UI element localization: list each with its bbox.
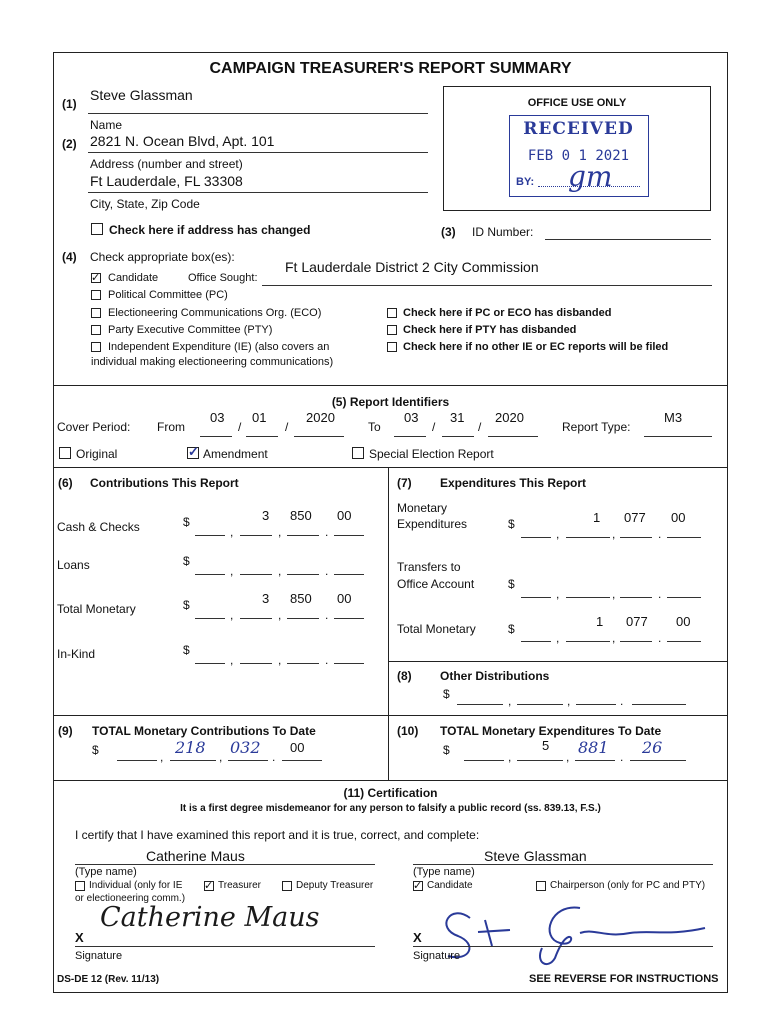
city-label: City, State, Zip Code	[90, 197, 200, 211]
monetary-exp-dot: .	[658, 527, 662, 541]
divider-vertical-67	[388, 467, 389, 715]
ie-label: Independent Expenditure (IE) (also covers an	[108, 341, 330, 353]
total-contrib-dollar: $	[183, 598, 190, 612]
report-type-label: Report Type:	[562, 420, 631, 434]
inkind-dollar: $	[183, 643, 190, 657]
chairperson-checkbox[interactable]	[536, 881, 546, 891]
transfers-dollar: $	[508, 577, 515, 591]
item4-label: Check appropriate box(es):	[90, 250, 235, 264]
other-dist-line-4	[632, 704, 686, 705]
item7-title: Expenditures This Report	[440, 476, 587, 490]
contrib-to-date-thousands: 218	[175, 738, 206, 757]
divider-vertical-910	[388, 715, 389, 780]
address-value: 2821 N. Ocean Blvd, Apt. 101	[90, 133, 275, 149]
to-year: 2020	[495, 410, 524, 425]
exp-to-date-line-1	[464, 760, 504, 761]
address-line	[88, 152, 428, 153]
total-exp-dot: .	[658, 631, 662, 645]
treasurer-label: Treasurer	[218, 880, 261, 891]
cash-checks-label: Cash & Checks	[57, 520, 140, 534]
inkind-label: In-Kind	[57, 647, 96, 661]
candidate-signature-scribble	[430, 898, 720, 970]
cash-comma-2: ,	[278, 525, 282, 539]
other-dist-line-1	[457, 704, 503, 705]
disband-pc-label: Check here if PC or ECO has disbanded	[403, 307, 612, 319]
address-changed-checkbox[interactable]	[91, 223, 103, 235]
contrib-to-date-comma-2: ,	[219, 750, 223, 764]
monetary-exp-thousands: 1	[593, 510, 601, 525]
cash-dot: .	[325, 525, 329, 539]
id-number-label: ID Number:	[472, 225, 534, 239]
exp-to-date-dollar: $	[443, 743, 450, 757]
loans-label: Loans	[57, 558, 90, 572]
total-contrib-thousands: 3	[262, 591, 270, 606]
from-slash-2: /	[285, 420, 289, 434]
to-label: To	[368, 420, 381, 434]
total-contrib-hundreds: 850	[290, 591, 312, 606]
address-label: Address (number and street)	[90, 157, 243, 171]
transfers-line-1	[521, 597, 551, 598]
form-title: CAMPAIGN TREASURER'S REPORT SUMMARY	[209, 60, 572, 77]
contrib-to-date-hundreds: 032	[230, 738, 261, 757]
monetary-exp-cents: 00	[671, 510, 686, 525]
inkind-line-1	[195, 663, 225, 664]
candidate-name-sig-value: Steve Glassman	[484, 848, 587, 864]
total-exp-thousands: 1	[596, 614, 604, 629]
treasurer-signature: Catherine Maus	[100, 902, 320, 933]
exp-to-date-line-4	[630, 760, 686, 761]
received-initials: gm	[568, 160, 613, 193]
candidate-type-name-label: (Type name)	[413, 866, 475, 878]
amendment-label: Amendment	[203, 447, 268, 461]
item8-title: Other Distributions	[440, 669, 550, 683]
divider-9	[53, 715, 728, 716]
total-exp-cents: 00	[676, 614, 691, 629]
pc-label: Political Committee (PC)	[108, 289, 228, 301]
deputy-treasurer-label: Deputy Treasurer	[296, 880, 374, 891]
office-sought-line	[262, 285, 712, 286]
to-slash-1: /	[432, 420, 436, 434]
original-label: Original	[76, 447, 118, 461]
no-other-checkbox[interactable]	[387, 342, 397, 352]
transfers-line-4	[667, 597, 701, 598]
transfers-comma-1: ,	[556, 587, 560, 601]
from-year: 2020	[306, 410, 335, 425]
certify-statement: I certify that I have examined this report and it is true, correct, and complete:	[75, 828, 480, 842]
contrib-to-date-line-1	[117, 760, 157, 761]
treasurer-signature-line	[75, 946, 375, 947]
contrib-to-date-line-4	[282, 760, 322, 761]
total-exp-hundreds: 077	[626, 614, 648, 629]
loans-line-3	[287, 574, 319, 575]
monetary-exp-label-2: Expenditures	[397, 517, 468, 531]
address-changed-label: Check here if address has changed	[109, 223, 311, 237]
exp-to-date-cents: 26	[642, 738, 663, 757]
received-stamp	[509, 115, 649, 197]
cash-line-4	[334, 535, 364, 536]
exp-to-date-line-3	[575, 760, 615, 761]
monetary-exp-line-4	[667, 537, 701, 538]
divider-8	[388, 661, 728, 662]
exp-to-date-hundreds: 881	[578, 738, 609, 757]
from-day: 01	[252, 410, 267, 425]
item3-number: (3)	[441, 225, 456, 239]
individual-checkbox[interactable]	[75, 881, 85, 891]
item5-title: (5) Report Identifiers	[331, 395, 450, 409]
total-contrib-comma-1: ,	[230, 608, 234, 622]
individual-label-continued: or electioneering comm.)	[75, 893, 186, 904]
inkind-line-4	[334, 663, 364, 664]
monetary-exp-hundreds: 077	[624, 510, 646, 525]
total-contrib-cents: 00	[337, 591, 352, 606]
candidate-check-mark: ✓	[91, 272, 101, 284]
treasurer-name-value: Catherine Maus	[146, 848, 245, 864]
total-exp-comma-2: ,	[612, 631, 616, 645]
candidate-cert-label: Candidate	[427, 880, 473, 891]
total-contrib-dot: .	[325, 608, 329, 622]
candidate-label: Candidate	[108, 272, 159, 284]
special-election-label: Special Election Report	[369, 447, 494, 461]
from-label: From	[157, 420, 185, 434]
total-contrib-line-2	[240, 618, 272, 619]
item9-number: (9)	[58, 724, 73, 738]
treasurer-name-line	[75, 864, 375, 865]
special-election-checkbox[interactable]	[352, 447, 364, 459]
total-exp-comma-1: ,	[556, 631, 560, 645]
monetary-exp-comma-1: ,	[556, 527, 560, 541]
monetary-exp-dollar: $	[508, 517, 515, 531]
no-other-label: Check here if no other IE or EC reports will be filed	[403, 341, 669, 353]
treasurer-signature-label: Signature	[75, 950, 123, 962]
total-contrib-comma-2: ,	[278, 608, 282, 622]
disband-pc-checkbox[interactable]	[387, 308, 397, 318]
total-contrib-line-1	[195, 618, 225, 619]
item6-title: Contributions This Report	[90, 476, 239, 490]
inkind-comma-2: ,	[278, 653, 282, 667]
cover-period-label: Cover Period:	[57, 420, 131, 434]
item4-number: (4)	[62, 250, 77, 264]
cash-comma-1: ,	[230, 525, 234, 539]
cash-hundreds: 850	[290, 508, 312, 523]
item1-number: (1)	[62, 97, 77, 111]
transfers-label-1: Transfers to	[397, 560, 461, 574]
exp-to-date-dot: .	[620, 750, 624, 764]
report-type-value: M3	[664, 410, 683, 425]
office-sought-value: Ft Lauderdale District 2 City Commission	[285, 259, 539, 275]
amendment-check-mark: ✓	[188, 444, 199, 459]
total-exp-line-3	[620, 641, 652, 642]
loans-dot: .	[325, 564, 329, 578]
monetary-exp-line-3	[620, 537, 652, 538]
from-month: 03	[210, 410, 225, 425]
item6-number: (6)	[58, 476, 73, 490]
loans-comma-1: ,	[230, 564, 234, 578]
total-contrib-line-4	[334, 618, 364, 619]
name-line	[88, 113, 428, 114]
monetary-exp-label-1: Monetary	[397, 501, 448, 515]
other-dist-line-3	[576, 704, 616, 705]
contrib-to-date-cents: 00	[290, 740, 305, 755]
total-exp-line-4	[667, 641, 701, 642]
received-stamp-text: RECEIVED	[523, 119, 634, 139]
eco-label: Electioneering Communications Org. (ECO)	[108, 307, 322, 319]
office-use-box	[443, 86, 711, 211]
exp-to-date-line-2	[517, 760, 563, 761]
contrib-to-date-line-2	[170, 760, 216, 761]
cash-cents: 00	[337, 508, 352, 523]
other-dist-comma-2: ,	[567, 694, 571, 708]
monetary-exp-comma-2: ,	[612, 527, 616, 541]
exp-to-date-thousands: 5	[542, 738, 550, 753]
other-dist-line-2	[517, 704, 563, 705]
from-day-line	[246, 436, 278, 437]
candidate-signature-label: Signature	[413, 950, 461, 962]
total-exp-dollar: $	[508, 622, 515, 636]
to-year-line	[488, 436, 538, 437]
deputy-treasurer-checkbox[interactable]	[282, 881, 292, 891]
total-exp-line-1	[521, 641, 551, 642]
disband-pty-label: Check here if PTY has disbanded	[403, 324, 577, 336]
item11-title: (11) Certification	[343, 786, 438, 800]
inkind-line-2	[240, 663, 272, 664]
contrib-to-date-dollar: $	[92, 743, 99, 757]
received-date: FEB 0 1 2021	[527, 148, 630, 164]
id-number-line	[545, 239, 711, 240]
pty-label: Party Executive Committee (PTY)	[108, 324, 273, 336]
loans-comma-2: ,	[278, 564, 282, 578]
ie-checkbox[interactable]	[91, 342, 101, 352]
total-exp-line-2	[566, 641, 610, 642]
item2-number: (2)	[62, 137, 77, 151]
contrib-to-date-comma-1: ,	[160, 750, 164, 764]
other-dist-dot: .	[620, 694, 624, 708]
item10-title: TOTAL Monetary Expenditures To Date	[440, 724, 662, 738]
chairperson-label: Chairperson (only for PC and PTY)	[550, 880, 706, 891]
city-line	[88, 192, 428, 193]
monetary-exp-line-1	[521, 537, 551, 538]
item7-number: (7)	[397, 476, 412, 490]
total-contrib-line-3	[287, 618, 319, 619]
to-month: 03	[404, 410, 419, 425]
other-dist-dollar: $	[443, 687, 450, 701]
total-contrib-label: Total Monetary	[57, 602, 136, 616]
treasurer-signature-x: X	[75, 930, 84, 945]
total-exp-label: Total Monetary	[397, 622, 476, 636]
item8-number: (8)	[397, 669, 412, 683]
to-day-line	[442, 436, 474, 437]
to-day: 31	[450, 410, 465, 425]
from-slash-1: /	[238, 420, 242, 434]
exp-to-date-comma-2: ,	[566, 750, 570, 764]
transfers-label-2: Office Account	[397, 577, 475, 591]
cash-dollar: $	[183, 515, 190, 529]
item9-title: TOTAL Monetary Contributions To Date	[92, 724, 316, 738]
cash-line-1	[195, 535, 225, 536]
loans-line-4	[334, 574, 364, 575]
from-month-line	[200, 436, 232, 437]
disband-pty-checkbox[interactable]	[387, 325, 397, 335]
cash-thousands: 3	[262, 508, 270, 523]
inkind-dot: .	[325, 653, 329, 667]
individual-label: Individual (only for IE	[89, 880, 183, 891]
inkind-comma-1: ,	[230, 653, 234, 667]
contrib-to-date-line-3	[228, 760, 268, 761]
to-month-line	[394, 436, 426, 437]
report-type-line	[644, 436, 712, 437]
divider-11	[53, 780, 728, 781]
cash-line-2	[240, 535, 272, 536]
original-checkbox[interactable]	[59, 447, 71, 459]
loans-line-2	[240, 574, 272, 575]
to-slash-2: /	[478, 420, 482, 434]
contrib-to-date-dot: .	[272, 750, 276, 764]
treasurer-check-mark: ✓	[204, 880, 214, 892]
candidate-signature-line	[413, 946, 713, 947]
loans-dollar: $	[183, 554, 190, 568]
transfers-dot: .	[658, 587, 662, 601]
city-value: Ft Lauderdale, FL 33308	[90, 173, 243, 189]
from-year-line	[294, 436, 344, 437]
monetary-exp-line-2	[566, 537, 610, 538]
transfers-line-3	[620, 597, 652, 598]
candidate-cert-check-mark: ✓	[413, 880, 423, 892]
certification-warning: It is a first degree misdemeanor for any person to falsify a public record (ss. 839.13, F.S.)	[180, 803, 601, 814]
divider-5	[53, 385, 728, 386]
pc-checkbox[interactable]	[91, 290, 101, 300]
form-id: DS-DE 12 (Rev. 11/13)	[57, 974, 160, 985]
office-sought-label: Office Sought:	[188, 272, 258, 284]
exp-to-date-comma-1: ,	[508, 750, 512, 764]
inkind-line-3	[287, 663, 319, 664]
candidate-name-value: Steve Glassman	[90, 87, 193, 103]
pty-checkbox[interactable]	[91, 325, 101, 335]
cash-line-3	[287, 535, 319, 536]
received-by-label: BY:	[516, 176, 535, 188]
transfers-comma-2: ,	[612, 587, 616, 601]
name-label: Name	[90, 118, 123, 132]
see-reverse-instructions: SEE REVERSE FOR INSTRUCTIONS	[529, 973, 719, 985]
office-use-label: OFFICE USE ONLY	[527, 97, 627, 109]
candidate-name-sig-line	[413, 864, 713, 865]
candidate-signature-x: X	[413, 930, 422, 945]
item10-number: (10)	[397, 724, 419, 738]
loans-line-1	[195, 574, 225, 575]
eco-checkbox[interactable]	[91, 308, 101, 318]
transfers-line-2	[566, 597, 610, 598]
divider-6	[53, 467, 728, 468]
treasurer-type-name-label: (Type name)	[75, 866, 137, 878]
other-dist-comma-1: ,	[508, 694, 512, 708]
ie-label-continued: individual making electioneering communications)	[91, 356, 334, 368]
